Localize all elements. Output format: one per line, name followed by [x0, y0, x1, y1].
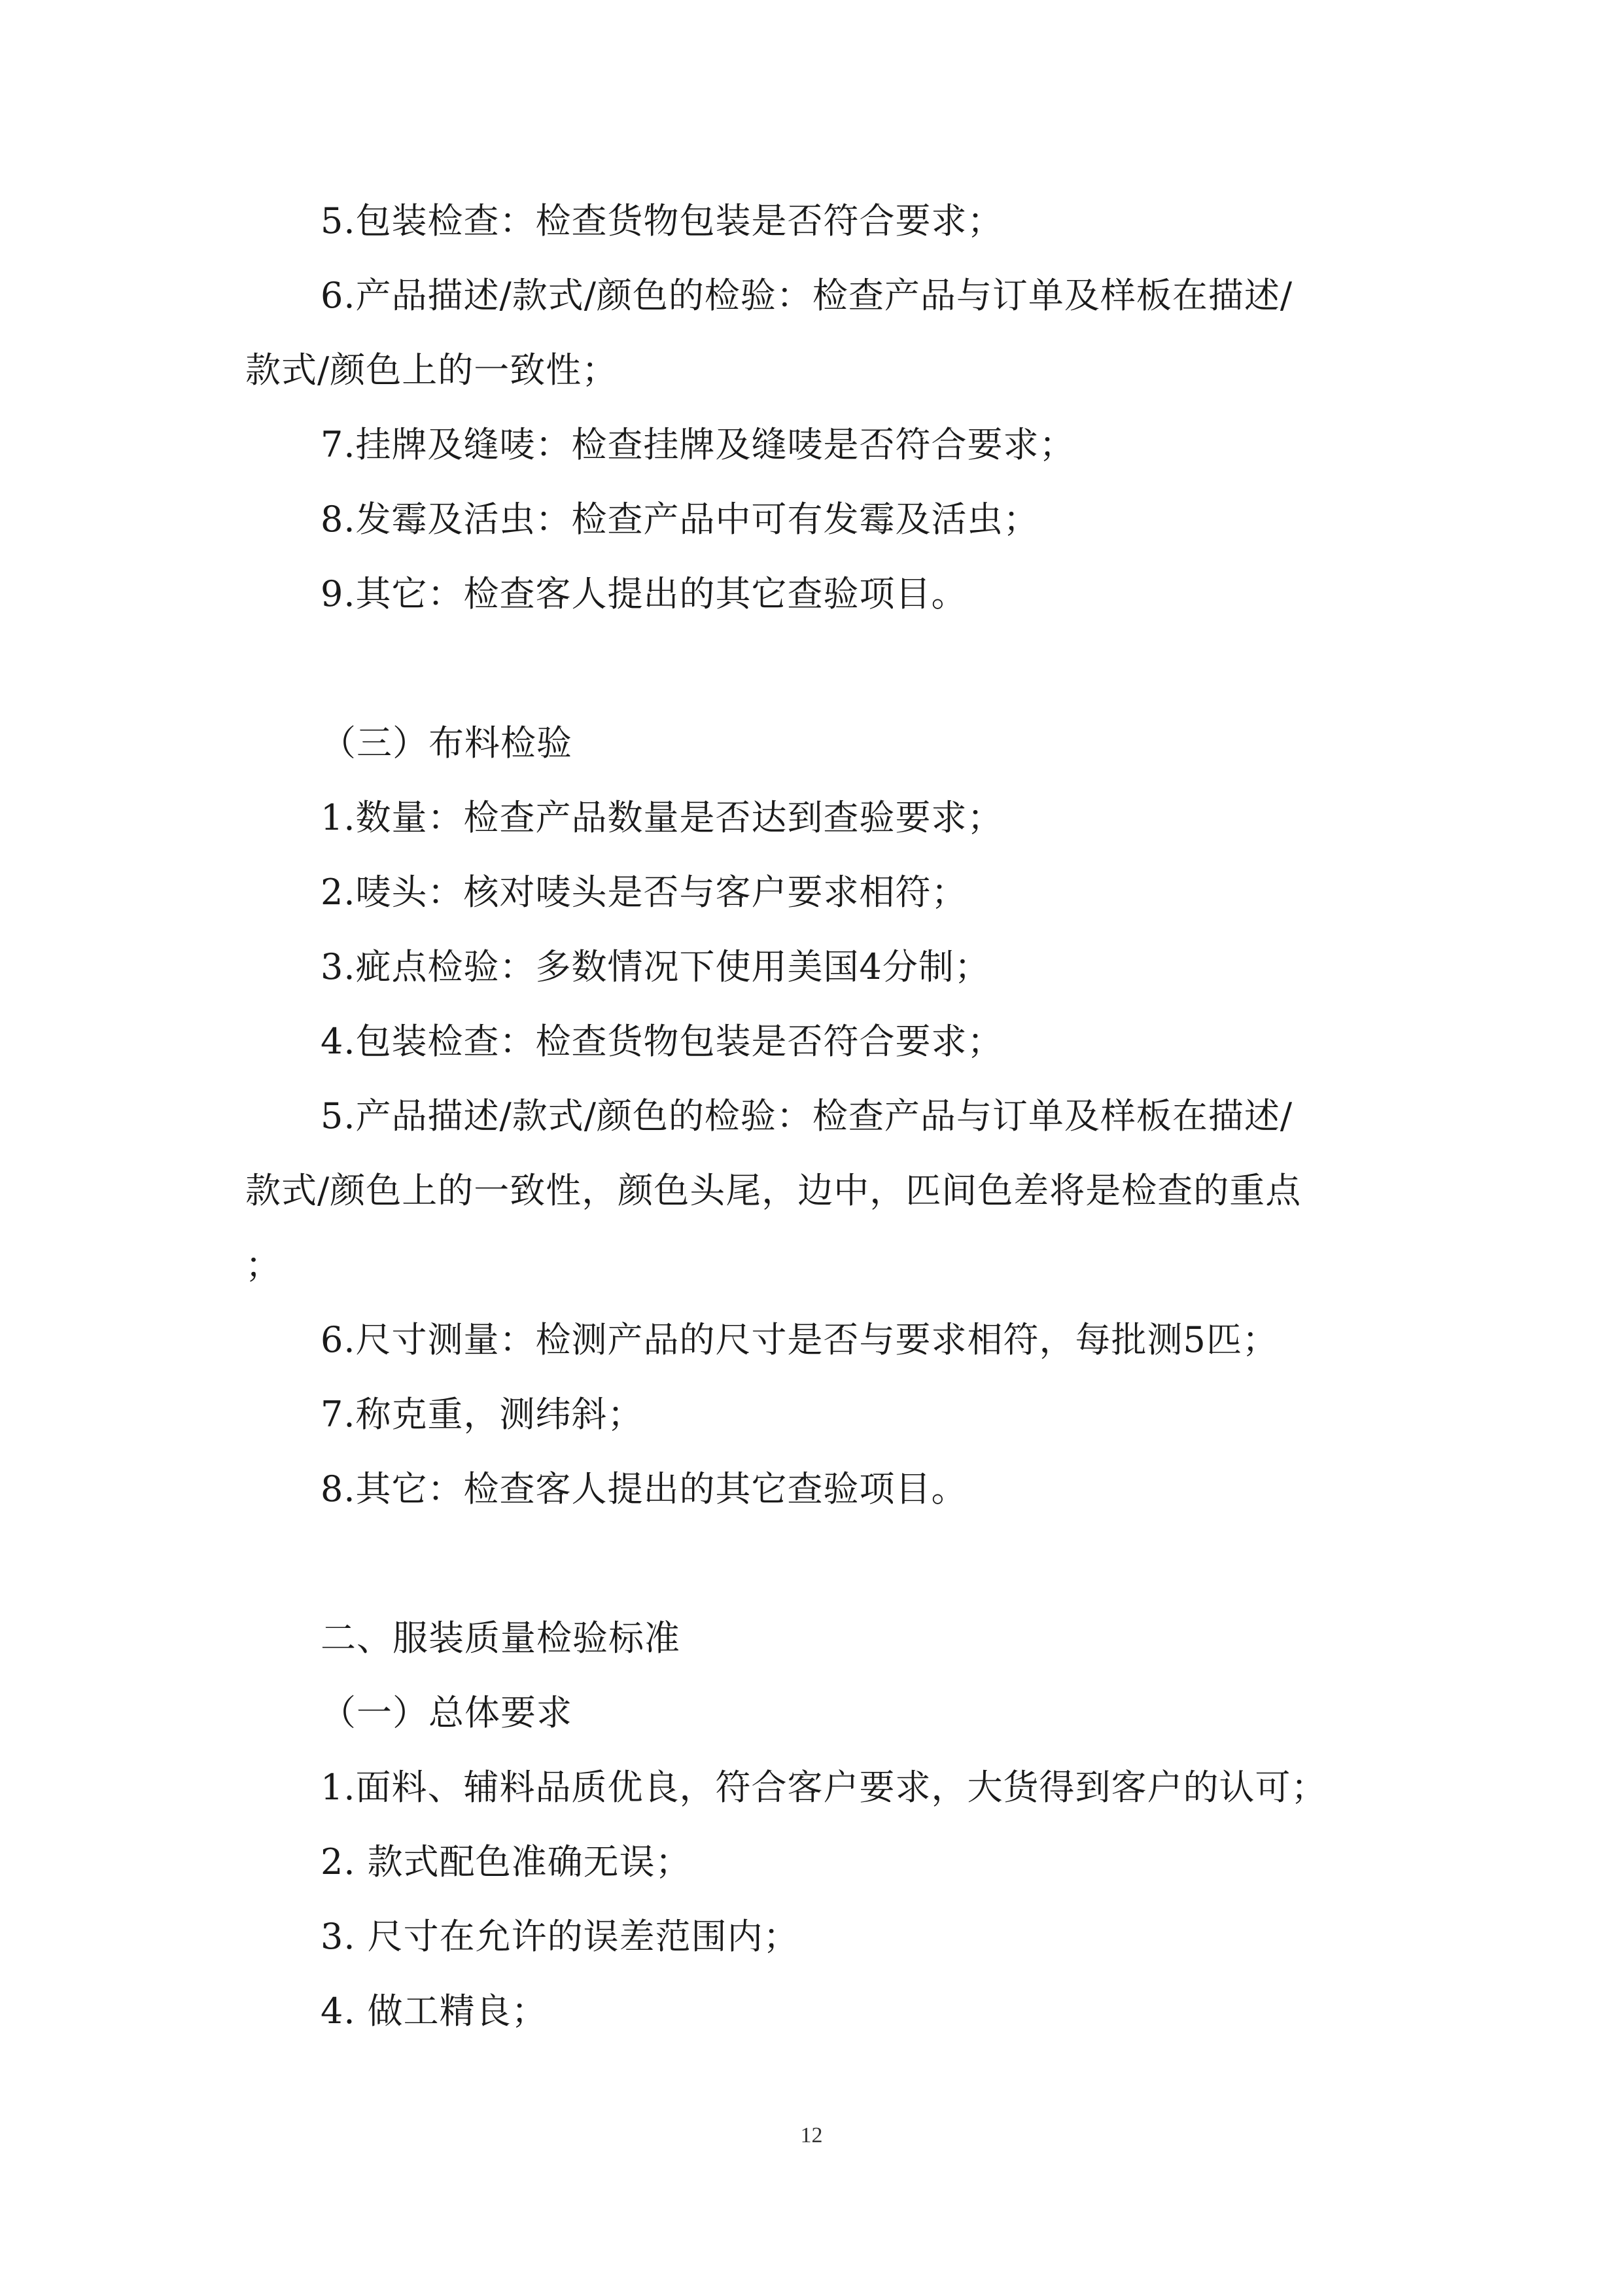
- paragraph-other-items: 9.其它：检查客人提出的其它查验项目。: [321, 573, 968, 614]
- paragraph-tags-labels: 7.挂牌及缝唛：检查挂牌及缝唛是否符合要求；: [321, 424, 1075, 465]
- paragraph-fabric-description: 5.产品描述/款式/颜色的检验：检查产品与订单及样板在描述/: [321, 1095, 1293, 1137]
- page-number: 12: [800, 2123, 823, 2147]
- paragraph-product-description-cont: 款式/颜色上的一致性；: [245, 349, 618, 391]
- paragraph-workmanship: 4. 做工精良；: [321, 1990, 548, 2032]
- paragraph-fabric-description-end: ；: [245, 1245, 281, 1286]
- paragraph-quantity: 1.数量：检查产品数量是否达到查验要求；: [321, 797, 1003, 838]
- section-heading-garment-standards: 二、服装质量检验标准: [321, 1617, 680, 1659]
- paragraph-shipping-marks: 2.唛头：核对唛头是否与客户要求相符；: [321, 872, 968, 913]
- section-heading-fabric-inspection: （三）布料检验: [321, 722, 572, 764]
- paragraph-packaging-check: 5.包装检查：检查货物包装是否符合要求；: [321, 200, 1003, 241]
- subsection-heading-general-requirements: （一）总体要求: [321, 1692, 572, 1733]
- paragraph-weight-skew: 7.称克重，测纬斜；: [321, 1394, 644, 1435]
- paragraph-materials-quality: 1.面料、辅料品质优良，符合客户要求，大货得到客户的认可；: [321, 1767, 1327, 1808]
- paragraph-product-description: 6.产品描述/款式/颜色的检验：检查产品与订单及样板在描述/: [321, 275, 1293, 316]
- paragraph-fabric-other: 8.其它：检查客人提出的其它查验项目。: [321, 1468, 968, 1510]
- paragraph-size-tolerance: 3. 尺寸在允许的误差范围内；: [321, 1916, 799, 1957]
- paragraph-style-color: 2. 款式配色准确无误；: [321, 1841, 691, 1882]
- paragraph-mold-insects: 8.发霉及活虫：检查产品中可有发霉及活虫；: [321, 499, 1039, 540]
- paragraph-size-measurement: 6.尺寸测量：检测产品的尺寸是否与要求相符，每批测5匹；: [321, 1319, 1278, 1360]
- paragraph-fabric-description-cont: 款式/颜色上的一致性，颜色头尾，边中，匹间色差将是检查的重点: [245, 1170, 1302, 1211]
- paragraph-defect-inspection: 3.疵点检验：多数情况下使用美国4分制；: [321, 946, 990, 987]
- paragraph-fabric-packaging: 4.包装检查：检查货物包装是否符合要求；: [321, 1021, 1003, 1062]
